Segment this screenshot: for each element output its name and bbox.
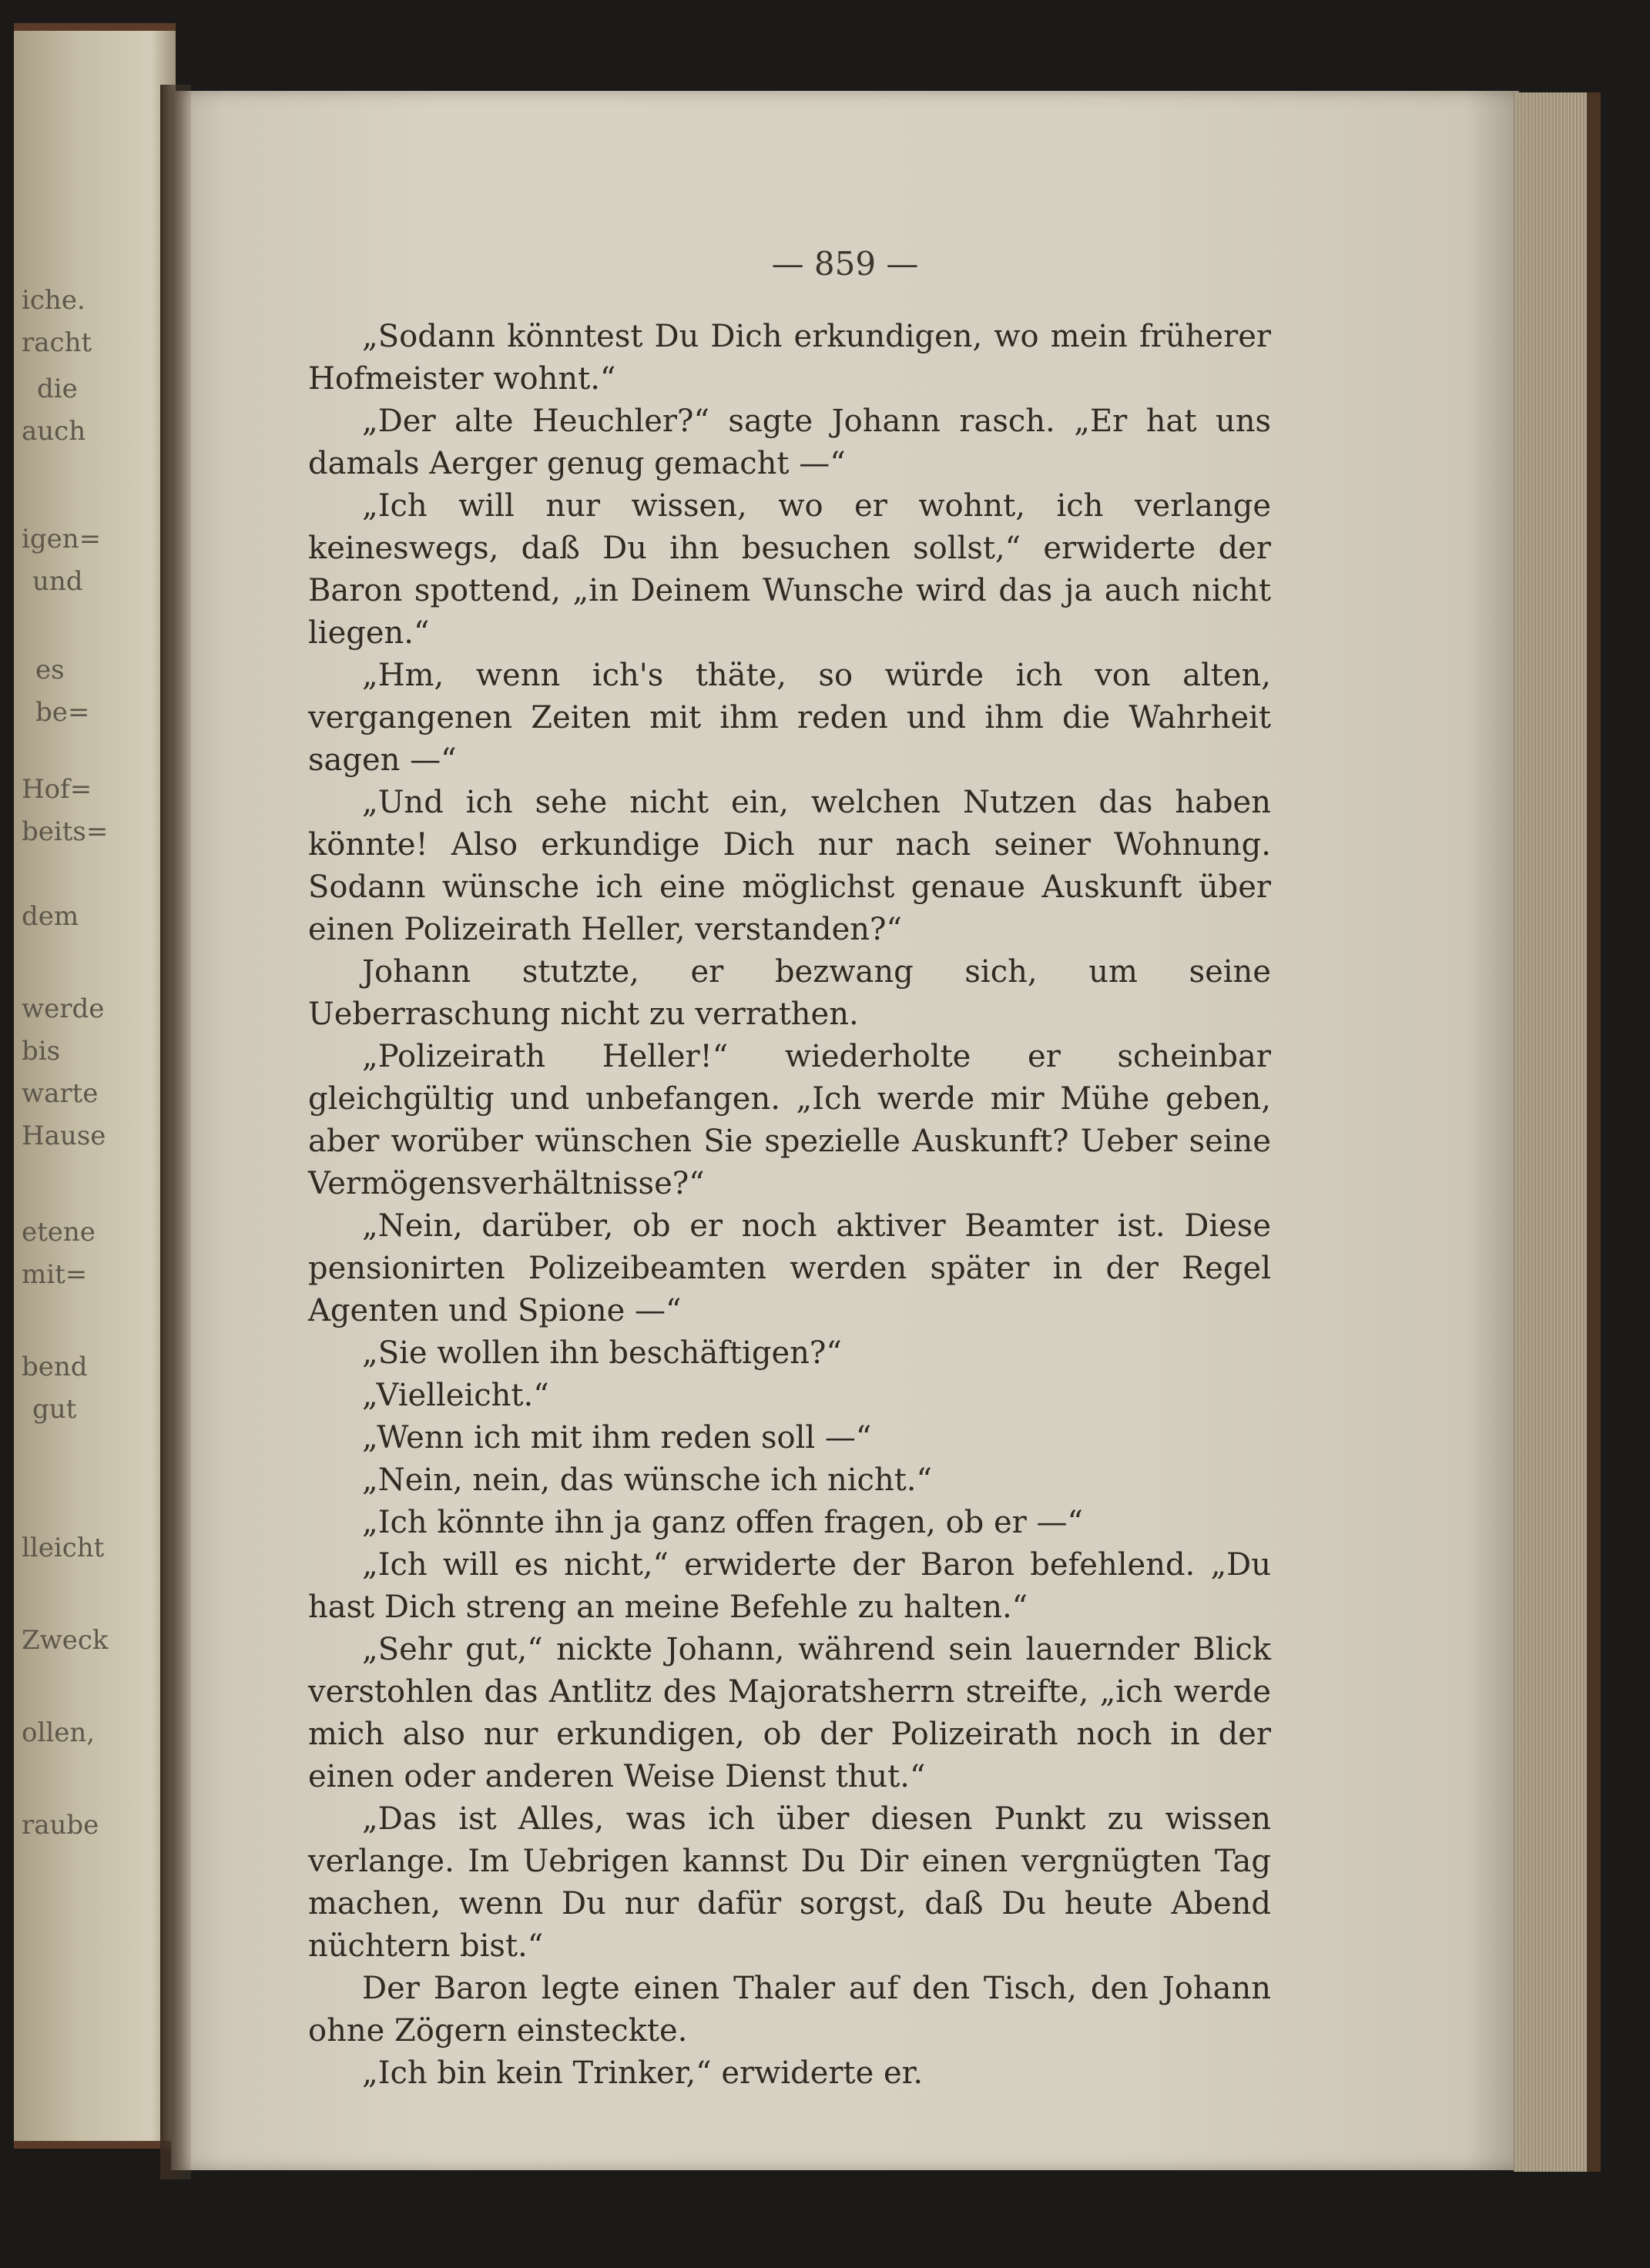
paragraph: „Ich könnte ihn ja ganz offen fragen, ob er —“ bbox=[362, 1505, 1083, 1540]
fragment-line: bis bbox=[22, 1036, 61, 1067]
page-edge-block bbox=[1514, 92, 1601, 2172]
fragment-line: es bbox=[35, 655, 65, 685]
paragraph: „Und ich sehe nicht ein, welchen Nutzen das haben könnte! Also erkundige Dich nur nach seiner Wohnung. Sodann wünsche ich eine möglichst genaue Auskunft über einen Polizeirath Heller, verstanden?“ bbox=[308, 785, 1271, 947]
fragment-line: raube bbox=[22, 1810, 99, 1841]
fragment-line: auch bbox=[22, 416, 86, 447]
fragment-line: Zweck bbox=[22, 1625, 109, 1656]
page-number: — 859 — bbox=[771, 245, 919, 283]
paragraph: „Der alte Heuchler?“ sagte Johann rasch. „Er hat uns damals Aerger genug gemacht —“ bbox=[308, 404, 1271, 481]
fragment-line: racht bbox=[22, 327, 92, 358]
paragraph: „Hm, wenn ich's thäte, so würde ich von alten, vergangenen Zeiten mit ihm reden und ihm die Wahrheit sagen —“ bbox=[308, 658, 1271, 778]
fragment-line: dem bbox=[22, 901, 79, 932]
paragraph: „Ich bin kein Trinker,“ erwiderte er. bbox=[362, 2055, 924, 2091]
paragraph: „Ich will es nicht,“ erwiderte der Baron befehlend. „Du hast Dich streng an meine Befehle zu halten.“ bbox=[308, 1547, 1271, 1625]
paragraph: „Sie wollen ihn beschäftigen?“ bbox=[362, 1335, 842, 1371]
body-text bbox=[308, 316, 1271, 2095]
fragment-line: beits= bbox=[22, 816, 109, 847]
fragment-line: bend bbox=[22, 1352, 88, 1382]
paragraph: „Ich will nur wissen, wo er wohnt, ich verlange keineswegs, daß Du ihn besuchen sollst,“ erwiderte der Baron spottend, „in Deinem Wunsche wird das ja auch nicht liegen.“ bbox=[308, 488, 1271, 651]
fragment-line: etene bbox=[22, 1217, 96, 1248]
fragment-line: und bbox=[32, 566, 83, 597]
paragraph: „Wenn ich mit ihm reden soll —“ bbox=[362, 1420, 872, 1456]
paragraph: Der Baron legte einen Thaler auf den Tisch, den Johann ohne Zögern einsteckte. bbox=[308, 1971, 1271, 2049]
left-page-text-fragments bbox=[22, 262, 109, 1956]
fragment-line: Hof= bbox=[22, 774, 92, 805]
fragment-line: iche. bbox=[22, 285, 86, 316]
paragraph: „Polizeirath Heller!“ wiederholte er scheinbar gleichgültig und unbefangen. „Ich werde mir Mühe geben, aber worüber wünschen Sie spezielle Auskunft? Ueber seine Vermögensverhältnisse?“ bbox=[308, 1039, 1271, 1201]
paragraph: „Nein, darüber, ob er noch aktiver Beamter ist. Diese pensionirten Polizeibeamten werden später in der Regel Agenten und Spione —“ bbox=[308, 1208, 1271, 1328]
paragraph: „Vielleicht.“ bbox=[362, 1378, 549, 1413]
paragraph: „Sodann könntest Du Dich erkundigen, wo mein früherer Hofmeister wohnt.“ bbox=[308, 319, 1271, 397]
fragment-line: lleicht bbox=[22, 1533, 105, 1563]
fragment-line: ollen, bbox=[22, 1717, 96, 1748]
left-page bbox=[14, 23, 176, 2149]
fragment-line: die bbox=[37, 374, 78, 404]
fragment-line: be= bbox=[35, 697, 90, 728]
paragraph: „Nein, nein, das wünsche ich nicht.“ bbox=[362, 1462, 932, 1498]
fragment-line: mit= bbox=[22, 1259, 88, 1290]
paragraph: „Das ist Alles, was ich über diesen Punkt zu wissen verlange. Im Uebrigen kannst Du Dir einen vergnügten Tag machen, wenn Du nur dafür sorgst, daß Du heute Abend nüchtern bist.“ bbox=[308, 1801, 1271, 1964]
book-spine bbox=[160, 85, 191, 2179]
fragment-line: werde bbox=[22, 993, 105, 1024]
fragment-line: igen= bbox=[22, 524, 102, 554]
paragraph: Johann stutzte, er bezwang sich, um seine Ueberraschung nicht zu verrathen. bbox=[308, 954, 1271, 1032]
fragment-line: warte bbox=[22, 1078, 99, 1109]
fragment-line: gut bbox=[32, 1394, 77, 1425]
fragment-line: Hause bbox=[22, 1121, 106, 1151]
paragraph: „Sehr gut,“ nickte Johann, während sein lauernder Blick verstohlen das Antlitz des Majoratsherrn streifte, „ich werde mich also nur erkundigen, ob der Polizeirath noch in der einen oder anderen Weise Dienst thut.“ bbox=[308, 1632, 1271, 1794]
